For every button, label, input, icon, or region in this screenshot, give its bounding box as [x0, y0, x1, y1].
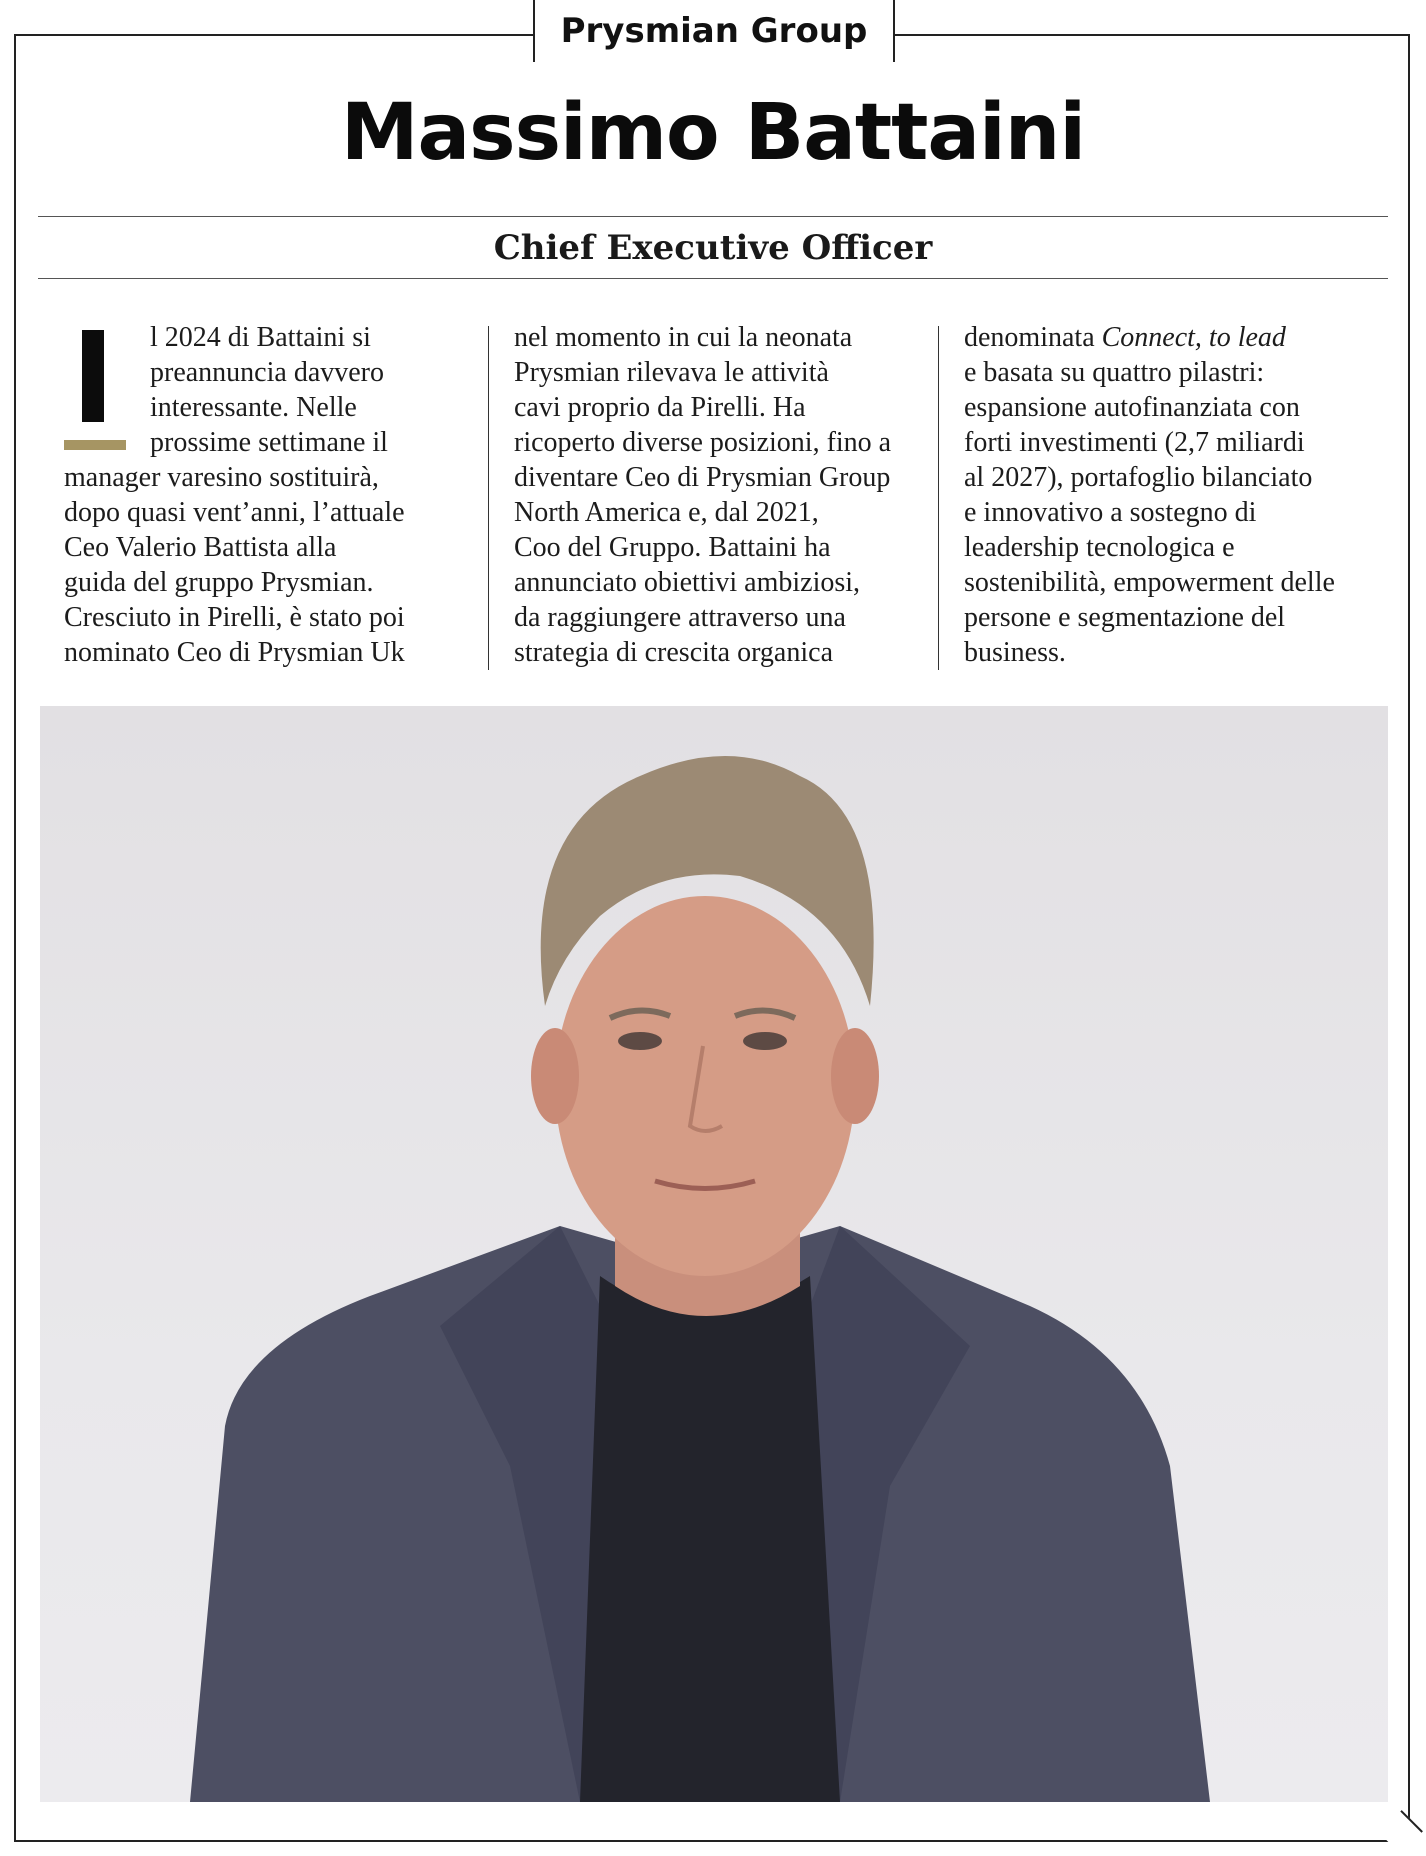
article-column-1 — [64, 320, 405, 670]
article-line: ricoperto diverse posizioni, fino a — [514, 427, 892, 458]
article-columns — [38, 320, 1388, 670]
article-line: business. — [964, 637, 1066, 668]
article-line: prossime settimane il — [150, 427, 388, 458]
strategy-name: Connect, to lead — [1101, 322, 1286, 353]
article-line: e basata su quattro pilastri: — [964, 357, 1265, 388]
right-eye — [743, 1032, 787, 1050]
article-line: leadership tecnologica e — [964, 532, 1235, 563]
article-line: l 2024 di Battaini si — [150, 322, 371, 353]
article-line: manager varesino sostituirà, — [64, 462, 379, 493]
sweater — [580, 1276, 840, 1802]
company-tab: Prysmian Group — [533, 0, 895, 62]
title-rule-bottom — [38, 278, 1388, 279]
article-line: nominato Ceo di Prysmian Uk — [64, 637, 405, 668]
article-line: Cresciuto in Pirelli, è stato poi — [64, 602, 405, 633]
article-line: nel momento in cui la neonata — [514, 322, 853, 353]
title-rule-top — [38, 216, 1388, 217]
article-line: Prysmian rilevava le attività — [514, 357, 829, 388]
article-line: forti investimenti (2,7 miliardi — [964, 427, 1305, 458]
article-line: guida del gruppo Prysmian. — [64, 567, 374, 598]
article-text: denominata — [964, 322, 1102, 353]
frame-corner-cut — [1379, 1810, 1423, 1854]
article-line: interessante. Nelle — [150, 392, 357, 423]
article-line: North America e, dal 2021, — [514, 497, 819, 528]
article-line: sostenibilità, empowerment delle — [964, 567, 1335, 598]
right-ear — [831, 1028, 879, 1124]
article-line: Ceo Valerio Battista alla — [64, 532, 337, 563]
article-line: preannuncia davvero — [150, 357, 384, 388]
column-divider-1 — [488, 326, 489, 670]
article-line: annunciato obiettivi ambiziosi, — [514, 567, 861, 598]
person-name: Massimo Battaini — [340, 88, 1086, 178]
article-line: dopo quasi vent’anni, l’attuale — [64, 497, 405, 528]
left-eye — [618, 1032, 662, 1050]
article-column-2 — [514, 320, 891, 670]
article-line: da raggiungere attraverso una — [514, 602, 846, 633]
left-ear — [531, 1028, 579, 1124]
article-line: al 2027), portafoglio bilanciato — [964, 462, 1313, 493]
article-line: espansione autofinanziata con — [964, 392, 1300, 423]
article-line — [964, 320, 1335, 355]
article-line: persone e segmentazione del — [964, 602, 1286, 633]
article-line: Coo del Gruppo. Battaini ha — [514, 532, 831, 563]
portrait-illustration — [40, 706, 1388, 1802]
article-line: strategia di crescita organica — [514, 637, 833, 668]
portrait-photo — [40, 706, 1388, 1802]
column-divider-2 — [938, 326, 939, 670]
article-line: diventare Ceo di Prysmian Group — [514, 462, 891, 493]
article-column-3 — [964, 320, 1335, 670]
article-line: e innovativo a sostegno di — [964, 497, 1257, 528]
face — [555, 896, 855, 1276]
article-line: cavi proprio da Pirelli. Ha — [514, 392, 806, 423]
person-role: Chief Executive Officer — [493, 228, 933, 268]
